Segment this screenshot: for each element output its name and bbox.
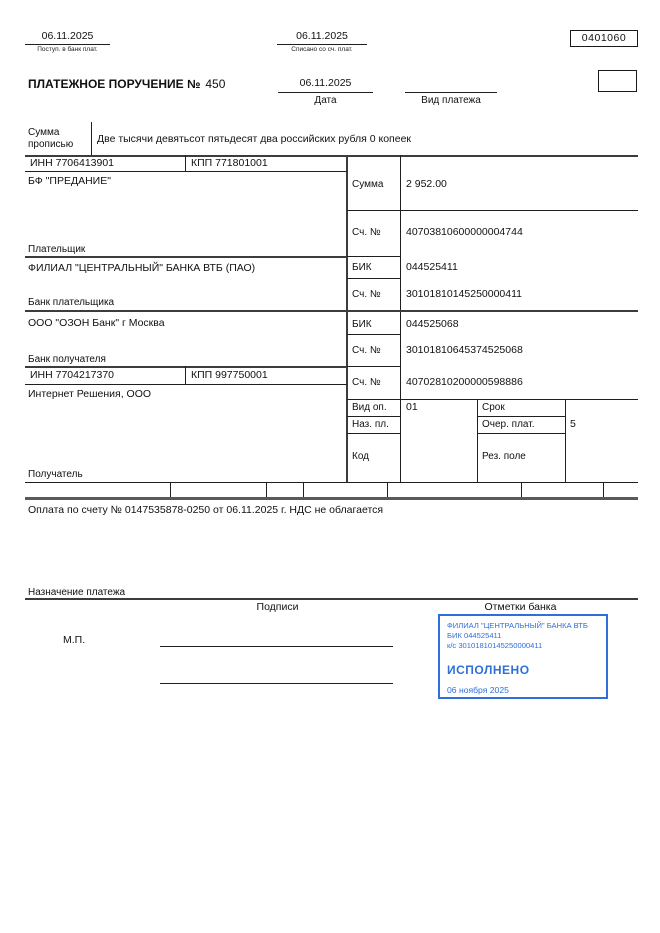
payee-bank-corr-label: Сч. № — [352, 345, 381, 356]
payee-bank-bik: 044525068 — [406, 318, 459, 330]
payer-inn: ИНН 7706413901 — [30, 157, 115, 169]
form-code-box: 0401060 — [570, 30, 638, 47]
divider — [347, 334, 401, 335]
payer-account-label: Сч. № — [352, 227, 381, 238]
divider — [25, 44, 110, 45]
divider — [25, 366, 347, 368]
divider — [347, 416, 401, 417]
divider — [25, 497, 638, 500]
payer-label: Плательщик — [28, 244, 86, 255]
op-type-value: 01 — [406, 401, 418, 413]
divider — [347, 256, 401, 257]
stamp-corr: к/с 30101810145250000411 — [447, 641, 543, 650]
doc-number: 450 — [205, 77, 226, 91]
purpose-text: Оплата по счету № 0147535878-0250 от 06.11.2025 г. НДС не облагается — [28, 504, 384, 516]
divider — [347, 210, 638, 211]
payee-bank-name: ООО "ОЗОН Банк" г Москва — [28, 317, 165, 329]
payee-bank-corr: 30101810645374525068 — [406, 344, 523, 356]
signatures-label: Подписи — [256, 601, 299, 613]
divider — [25, 171, 347, 172]
priority-label: Очер. плат. — [482, 419, 535, 430]
doc-title — [28, 78, 225, 91]
divider — [405, 92, 497, 93]
divider — [303, 482, 304, 497]
divider — [477, 399, 478, 483]
payee-label: Получатель — [28, 469, 83, 480]
divider — [25, 310, 638, 312]
payer-bank-label: Банк плательщика — [28, 297, 115, 308]
payee-kpp: КПП 997750001 — [191, 369, 268, 381]
divider — [185, 155, 186, 172]
signature-line — [160, 683, 393, 684]
payee-account-label: Сч. № — [352, 377, 381, 388]
divider — [25, 384, 347, 385]
amount-words-label-1: Сумма — [28, 127, 60, 138]
payment-kind-label: Вид платежа — [421, 95, 481, 106]
term-label: Срок — [482, 402, 505, 413]
divider — [25, 482, 638, 483]
payer-kpp: КПП 771801001 — [191, 157, 268, 169]
divider — [91, 122, 92, 155]
code-label: Код — [352, 451, 370, 462]
divider — [387, 482, 388, 497]
divider — [347, 399, 638, 400]
amount-value: 2 952.00 — [406, 178, 447, 190]
stamp-bank-name: ФИЛИАЛ "ЦЕНТРАЛЬНЫЙ" БАНКА ВТБ — [447, 621, 588, 630]
stamp-status: ИСПОЛНЕНО — [447, 663, 530, 677]
purpose-code-label: Наз. пл. — [352, 419, 389, 430]
stamp-date: 06 ноября 2025 — [447, 685, 509, 695]
divider — [347, 278, 401, 279]
bank-stamp — [438, 614, 608, 699]
divider — [603, 482, 604, 497]
priority-value: 5 — [570, 418, 576, 430]
bank-marks-label: Отметки банка — [484, 601, 557, 613]
divider — [521, 482, 522, 497]
stamp-bik: БИК 044525411 — [447, 631, 502, 640]
divider — [25, 155, 638, 157]
divider — [277, 44, 367, 45]
debited-date-caption: Списано со сч. плат. — [291, 46, 353, 53]
divider — [347, 366, 401, 367]
op-type-label: Вид оп. — [352, 402, 387, 413]
amount-label: Сумма — [352, 179, 384, 190]
divider — [565, 399, 566, 483]
divider — [347, 433, 401, 434]
amount-words: Две тысячи девятьсот пятьдесят два российских рубля 0 копеек — [97, 133, 412, 145]
received-date: 06.11.2025 — [41, 30, 94, 42]
divider — [25, 598, 638, 600]
payer-bank-bik-label: БИК — [352, 262, 372, 273]
payer-bank-corr-label: Сч. № — [352, 289, 381, 300]
payee-bank-bik-label: БИК — [352, 319, 372, 330]
reserve-label: Рез. поле — [482, 451, 526, 462]
payment-kind-box — [598, 70, 637, 92]
doc-date: 06.11.2025 — [299, 77, 352, 89]
payer-bank-bik: 044525411 — [406, 261, 458, 273]
divider — [185, 366, 186, 384]
amount-words-label-2: прописью — [28, 139, 74, 150]
payee-bank-label: Банк получателя — [28, 354, 106, 365]
payer-bank-name: ФИЛИАЛ "ЦЕНТРАЛЬНЫЙ" БАНКА ВТБ (ПАО) — [28, 262, 256, 274]
divider — [477, 433, 565, 434]
payee-name: Интернет Решения, ООО — [28, 388, 152, 400]
date-label: Дата — [314, 95, 337, 106]
received-date-caption: Поступ. в банк плат. — [37, 46, 98, 53]
stamp-place: М.П. — [63, 634, 86, 646]
debited-date: 06.11.2025 — [296, 30, 348, 42]
divider — [266, 482, 267, 497]
divider — [278, 92, 373, 93]
payer-bank-corr: 30101810145250000411 — [406, 288, 523, 300]
payee-inn: ИНН 7704217370 — [30, 369, 115, 381]
purpose-label: Назначение платежа — [28, 587, 126, 598]
signature-line — [160, 646, 393, 647]
payee-account: 40702810200000598886 — [406, 376, 523, 388]
payer-name: БФ "ПРЕДАНИЕ" — [28, 175, 111, 187]
divider — [25, 256, 347, 258]
payer-account: 40703810600000004744 — [406, 226, 523, 238]
divider — [170, 482, 171, 497]
divider — [477, 416, 565, 417]
doc-title-text: ПЛАТЕЖНОЕ ПОРУЧЕНИЕ № — [28, 77, 201, 91]
